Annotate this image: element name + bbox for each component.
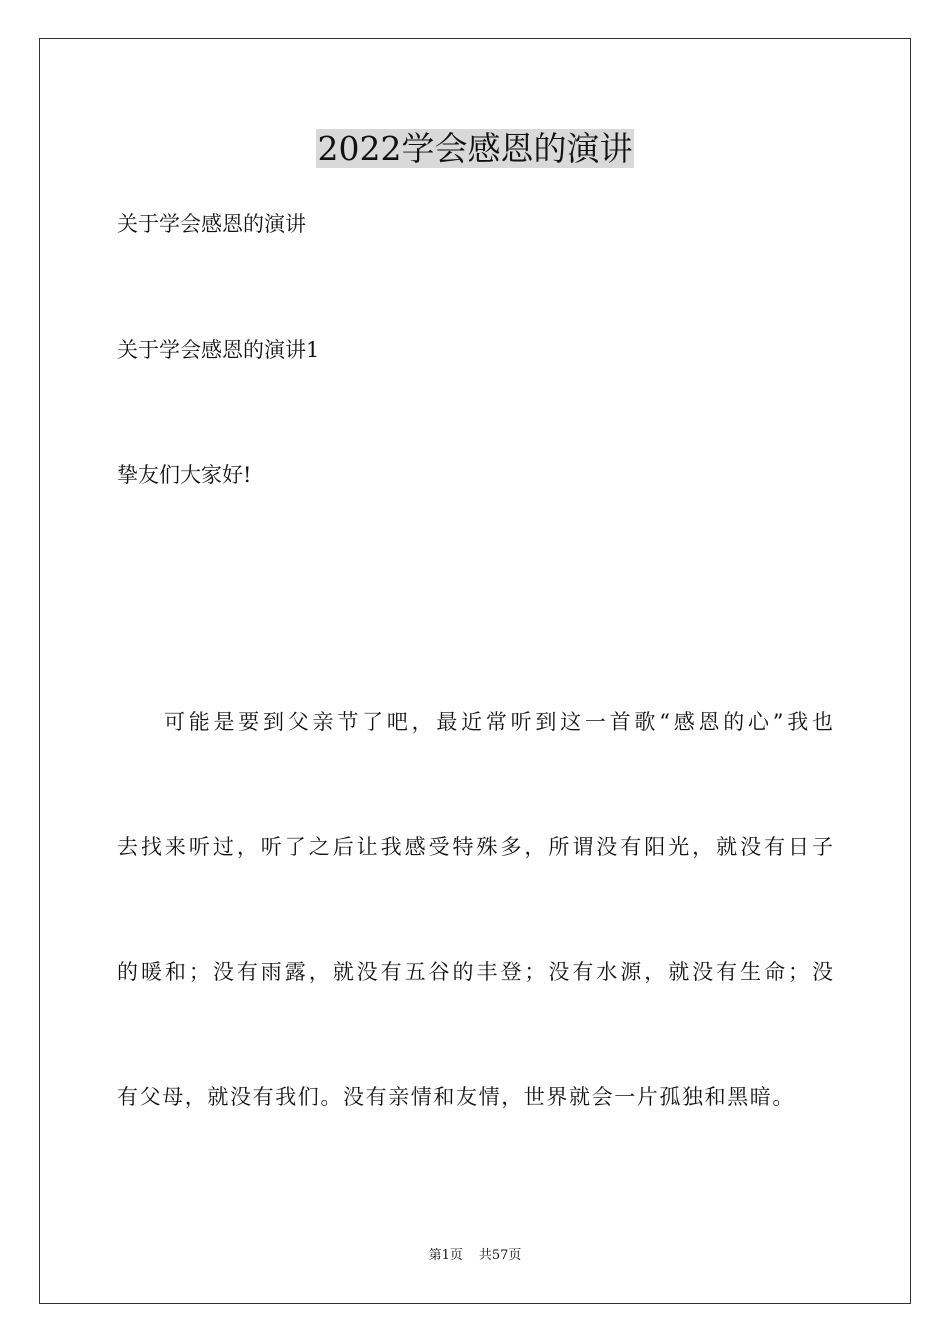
paragraph-line: 去找来听过，听了之后让我感受特殊多，所谓没有阳光，就没有日子 [117,835,833,859]
page-total: 共57页 [478,1248,522,1263]
section-heading: 关于学会感恩的演讲1 [117,338,320,362]
paragraph-line: 的暖和；没有雨露，就没有五谷的丰登；没有水源，就没有生命；没 [117,960,833,984]
greeting-line: 挚友们大家好! [117,463,252,487]
document-title [0,127,950,171]
document-title-text: 2022学会感恩的演讲 [317,129,633,168]
document-subtitle: 关于学会感恩的演讲 [117,212,306,236]
paragraph-line: 可能是要到父亲节了吧，最近常听到这一首歌“感恩的心”我也 [164,710,833,734]
page-footer [0,1246,950,1266]
page-number: 第1页 [428,1248,463,1263]
paragraph-line: 有父母，就没有我们。没有亲情和友情，世界就会一片孤独和黑暗。 [117,1085,795,1109]
